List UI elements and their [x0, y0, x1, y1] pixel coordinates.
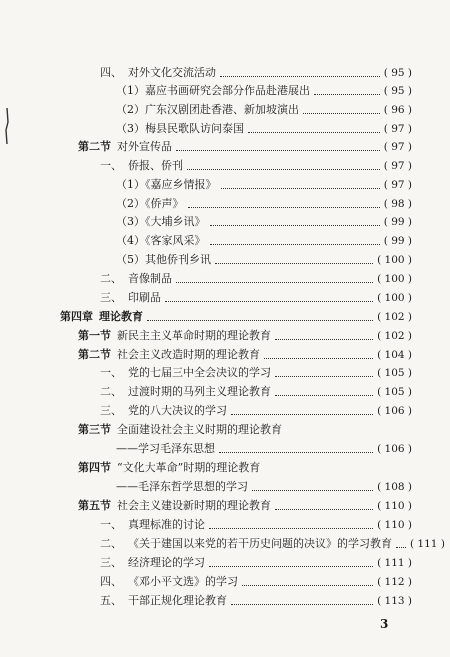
entry-title: （3）梅县民歌队访问泰国 — [116, 122, 244, 135]
page-ref: ( 97 ) — [383, 141, 412, 153]
toc-entry[interactable] — [78, 327, 412, 345]
dot-leader — [396, 547, 406, 548]
toc-entry[interactable] — [78, 497, 412, 515]
toc-entry[interactable] — [100, 554, 412, 572]
dot-leader — [221, 188, 380, 189]
section-number: 第四节 — [78, 461, 111, 474]
entry-title: 全面建设社会主义时期的理论教育 — [117, 423, 282, 436]
toc-entry[interactable] — [100, 64, 412, 82]
dot-leader — [275, 376, 373, 377]
entry-subtitle: ——学习毛泽东思想 — [116, 442, 215, 455]
entry-title: 干部正规化理论教育 — [128, 594, 227, 607]
entry-number: 一、 — [100, 159, 122, 172]
section-number: 第一节 — [78, 329, 111, 342]
dot-leader — [252, 490, 373, 491]
dot-leader — [275, 339, 373, 340]
entry-number: 二、 — [100, 272, 122, 285]
entry-number: 三、 — [100, 291, 122, 304]
page-ref: ( 96 ) — [383, 104, 412, 116]
section-number: 第二节 — [78, 348, 111, 361]
toc-entry[interactable] — [78, 459, 412, 477]
entry-number: 三、 — [100, 556, 122, 569]
entry-title: 过渡时期的马列主义理论教育 — [128, 385, 271, 398]
toc-entry[interactable] — [78, 138, 412, 156]
toc-entry[interactable] — [100, 516, 412, 534]
entry-title: 对外宣传品 — [117, 140, 172, 153]
page-ref: ( 110 ) — [377, 500, 412, 512]
entry-title: 社会主义改造时期的理论教育 — [117, 348, 260, 361]
entry-title: （5）其他侨刊乡讯 — [116, 253, 211, 266]
entry-number: 二、 — [100, 385, 122, 398]
entry-title: （1）《嘉应乡情报》 — [116, 178, 217, 191]
chapter-title: 理论教育 — [99, 310, 143, 323]
page-ref: ( 102 ) — [377, 330, 412, 342]
section-number: 第三节 — [78, 423, 111, 436]
entry-number: 四、 — [100, 575, 122, 588]
dot-leader — [303, 113, 380, 114]
entry-title: 经济理论的学习 — [128, 556, 205, 569]
chapter-number: 第四章 — [60, 310, 93, 323]
page-ref: ( 95 ) — [383, 67, 412, 79]
entry-title: “文化大革命”时期的理论教育 — [117, 461, 261, 474]
dot-leader — [215, 263, 373, 264]
toc-entry[interactable] — [78, 346, 412, 364]
toc-entry[interactable] — [100, 157, 412, 175]
dot-leader — [210, 244, 380, 245]
toc-entry[interactable] — [116, 251, 412, 269]
page-ref: ( 106 ) — [377, 405, 412, 417]
dot-leader — [248, 132, 380, 133]
toc-entry-subtitle[interactable] — [116, 440, 412, 458]
dot-leader — [220, 76, 380, 77]
page-ref: ( 111 ) — [377, 557, 412, 569]
toc-entry[interactable] — [116, 176, 412, 194]
page-ref: ( 97 ) — [383, 160, 412, 172]
section-number: 第五节 — [78, 499, 111, 512]
toc-entry[interactable] — [100, 383, 412, 401]
dot-leader — [165, 301, 373, 302]
dot-leader — [231, 414, 373, 415]
dot-leader — [188, 207, 380, 208]
entry-title: 新民主主义革命时期的理论教育 — [117, 329, 271, 342]
dot-leader — [176, 282, 373, 283]
dot-leader — [187, 169, 380, 170]
entry-title: 党的七届三中全会决议的学习 — [128, 366, 271, 379]
page-ref: ( 111 ) — [410, 538, 445, 550]
entry-title: 印刷品 — [128, 291, 161, 304]
toc-entry[interactable] — [100, 270, 412, 288]
dot-leader — [209, 566, 373, 567]
toc-entry[interactable] — [116, 120, 412, 138]
toc-entry[interactable] — [100, 535, 445, 553]
toc-entry[interactable] — [100, 402, 412, 420]
toc-entry[interactable] — [100, 592, 412, 610]
entry-title: 党的八大决议的学习 — [128, 404, 227, 417]
page-ref: ( 104 ) — [377, 349, 412, 361]
toc-entry[interactable] — [116, 232, 412, 250]
page-ref: ( 113 ) — [377, 595, 412, 607]
entry-number: 五、 — [100, 594, 122, 607]
toc-entry[interactable] — [100, 364, 412, 382]
dot-leader — [147, 320, 373, 321]
toc-entry[interactable] — [116, 213, 412, 231]
entry-title: 侨报、侨刊 — [128, 159, 183, 172]
dot-leader — [231, 604, 373, 605]
entry-title: 真理标准的讨论 — [128, 518, 205, 531]
entry-title: 对外文化交流活动 — [128, 66, 216, 79]
entry-number: 一、 — [100, 366, 122, 379]
page-ref: ( 99 ) — [383, 216, 412, 228]
entry-title: （2）《侨声》 — [116, 197, 184, 210]
page-ref: ( 105 ) — [377, 367, 412, 379]
entry-number: 四、 — [100, 66, 122, 79]
entry-title: （1）嘉应书画研究会部分作品赴港展出 — [116, 84, 310, 97]
dot-leader — [219, 452, 373, 453]
dot-leader — [275, 395, 373, 396]
dot-leader — [314, 94, 380, 95]
toc-entry-subtitle[interactable] — [116, 478, 412, 496]
entry-subtitle: ——毛泽东哲学思想的学习 — [116, 480, 248, 493]
margin-mark — [4, 108, 10, 144]
entry-number: 三、 — [100, 404, 122, 417]
page-ref: ( 97 ) — [383, 123, 412, 135]
entry-title: （3）《大埔乡讯》 — [116, 215, 206, 228]
dot-leader — [275, 509, 373, 510]
dot-leader — [209, 528, 373, 529]
entry-title: 《邓小平文选》的学习 — [128, 575, 238, 588]
page-ref: ( 102 ) — [377, 311, 412, 323]
page-ref: ( 108 ) — [377, 481, 412, 493]
toc-entry[interactable] — [78, 421, 412, 439]
toc-entry[interactable] — [116, 82, 412, 100]
dot-leader — [210, 225, 380, 226]
dot-leader — [242, 585, 373, 586]
entry-title: （4）《客家风采》 — [116, 234, 206, 247]
page-ref: ( 112 ) — [377, 576, 412, 588]
entry-title: （2）广东汉剧团赴香港、新加坡演出 — [116, 103, 299, 116]
toc-chapter[interactable] — [60, 308, 412, 326]
page-ref: ( 95 ) — [383, 85, 412, 97]
toc-entry[interactable] — [100, 289, 412, 307]
page-ref: ( 97 ) — [383, 179, 412, 191]
entry-title: 音像制品 — [128, 272, 172, 285]
toc-entry[interactable] — [100, 573, 412, 591]
page-ref: ( 105 ) — [377, 386, 412, 398]
page-number: 3 — [380, 617, 389, 631]
dot-leader — [176, 150, 380, 151]
toc-entry[interactable] — [116, 101, 412, 119]
entry-title: 社会主义建设新时期的理论教育 — [117, 499, 271, 512]
section-number: 第二节 — [78, 140, 111, 153]
page-ref: ( 100 ) — [377, 292, 412, 304]
entry-number: 一、 — [100, 518, 122, 531]
entry-title: 《关于建国以来党的若干历史问题的决议》的学习教育 — [128, 537, 392, 550]
page-ref: ( 100 ) — [377, 254, 412, 266]
dot-leader — [264, 358, 373, 359]
page-ref: ( 99 ) — [383, 235, 412, 247]
page-ref: ( 110 ) — [377, 519, 412, 531]
page-ref: ( 100 ) — [377, 273, 412, 285]
toc-entry[interactable] — [116, 195, 412, 213]
page-ref: ( 106 ) — [377, 443, 412, 455]
entry-number: 二、 — [100, 537, 122, 550]
page-ref: ( 98 ) — [383, 198, 412, 210]
